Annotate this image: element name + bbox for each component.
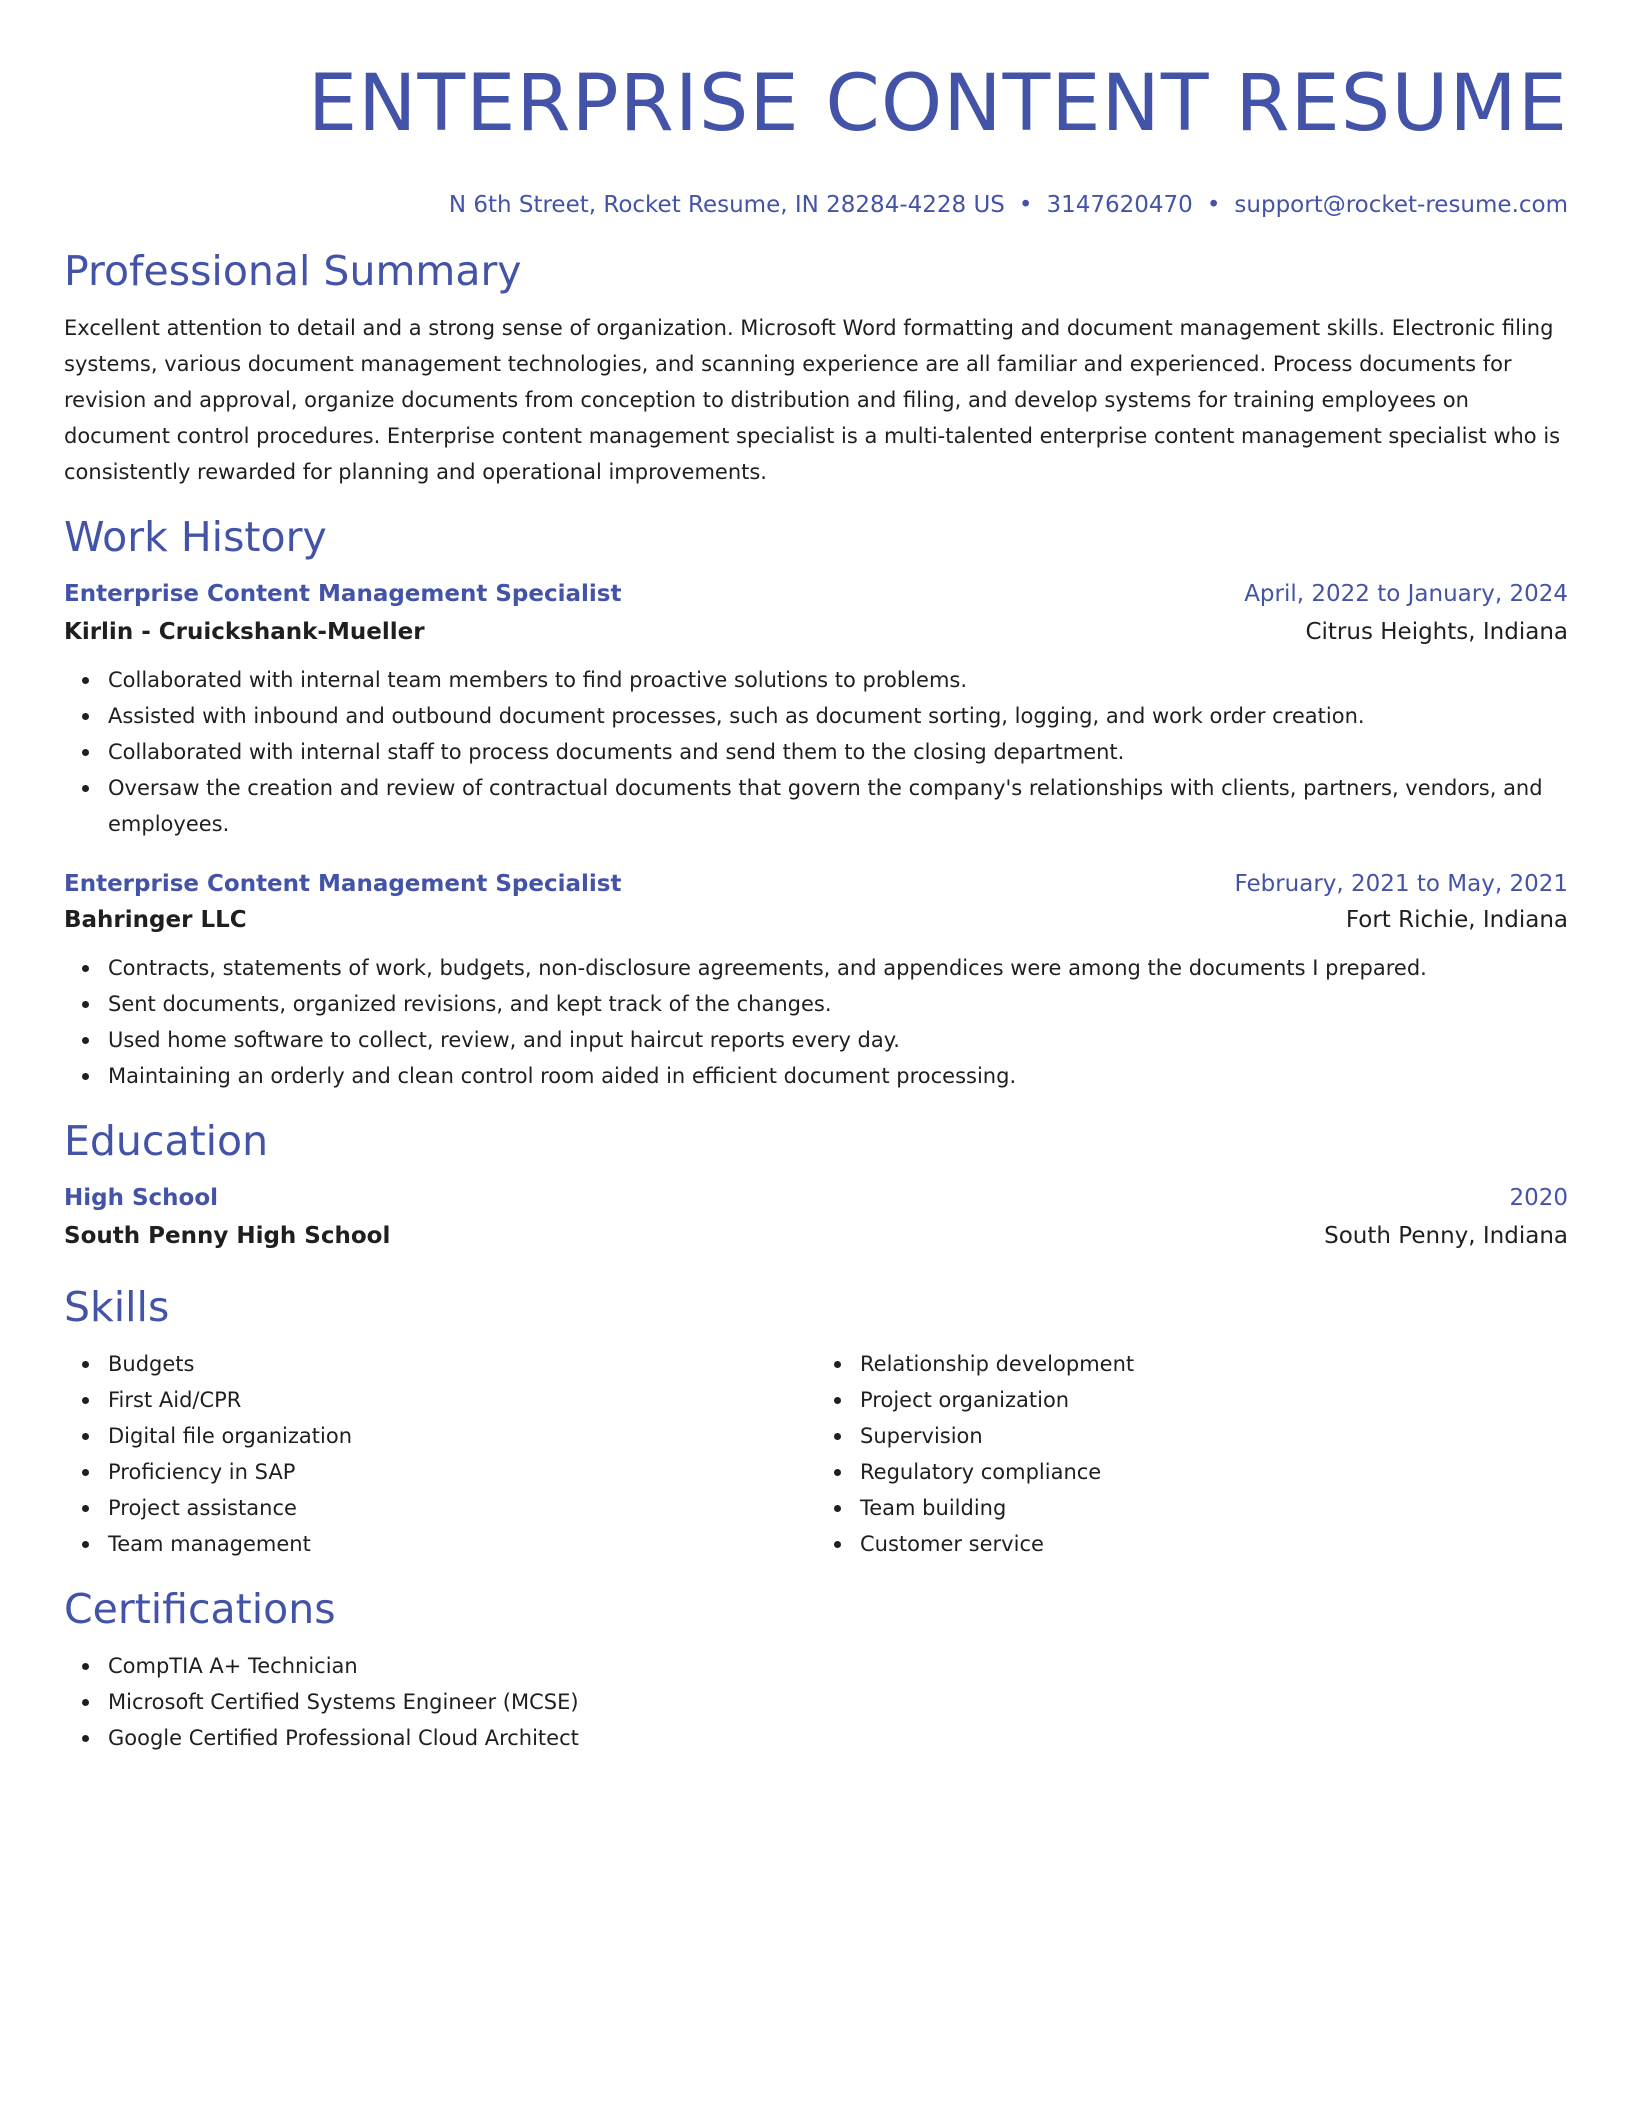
list-item: Collaborated with internal team members to find proactive solutions to problems. (108, 662, 1568, 698)
list-item: Maintaining an orderly and clean control room aided in efficient document processing. (108, 1058, 1568, 1094)
contact-phone: 3147620470 (1046, 192, 1193, 218)
summary-heading: Professional Summary (64, 247, 522, 295)
list-item: Oversaw the creation and review of contractual documents that govern the company's relationships with clients, partners, vendors, and employees. (108, 770, 1568, 842)
summary-text: Excellent attention to detail and a strong sense of organization. Microsoft Word formatting and document management skills. Electronic filing systems, various document management technologies, and scanning experience are all familiar and experienced. Process documents for revision and approval, organize documents from conception to distribution and filing, and develop systems for training employees on document control procedures. Enterprise content management specialist is a multi-talented enterprise content management specialist who is consistently rewarded for planning and operational improvements. (64, 316, 1561, 484)
contact-separator: • (1018, 192, 1033, 218)
skills-heading: Skills (64, 1283, 170, 1331)
certification-item: CompTIA A+ Technician (108, 1648, 1568, 1684)
job-entry (64, 868, 1568, 1094)
skill-item: Relationship development (860, 1346, 1568, 1382)
resume-header (64, 56, 1568, 220)
skill-item: Regulatory compliance (860, 1454, 1568, 1490)
list-item: Collaborated with internal staff to process documents and send them to the closing department. (108, 734, 1568, 770)
skill-item: Team building (860, 1490, 1568, 1526)
job-bullets (64, 662, 1568, 842)
job-location: Citrus Heights, Indiana (1305, 619, 1568, 645)
skill-item: Proficiency in SAP (108, 1454, 816, 1490)
certifications-section (64, 1584, 1568, 1756)
list-item: Used home software to collect, review, and input haircut reports every day. (108, 1022, 1568, 1058)
skill-item: Digital file organization (108, 1418, 816, 1454)
job-bullets (64, 950, 1568, 1094)
contact-address: N 6th Street, Rocket Resume, IN 28284-4228 US (448, 192, 1005, 218)
contact-line (64, 190, 1568, 220)
education-school: South Penny High School (64, 1223, 391, 1249)
education-year: 2020 (1509, 1185, 1568, 1211)
education-heading: Education (64, 1117, 269, 1165)
job-employer: Kirlin - Cruickshank-Mueller (64, 619, 425, 645)
skill-item: Team management (108, 1526, 816, 1562)
skill-item: First Aid/CPR (108, 1382, 816, 1418)
skills-list-right (816, 1346, 1568, 1562)
list-item: Assisted with inbound and outbound document processes, such as document sorting, logging, and work order creation. (108, 698, 1568, 734)
skills-section (64, 1282, 1568, 1562)
summary-section (64, 246, 1568, 490)
list-item: Sent documents, organized revisions, and kept track of the changes. (108, 986, 1568, 1022)
job-dates: February, 2021 to May, 2021 (1234, 871, 1568, 897)
skill-item: Project assistance (108, 1490, 816, 1526)
certification-item: Microsoft Certified Systems Engineer (MCSE) (108, 1684, 1568, 1720)
job-location: Fort Richie, Indiana (1345, 907, 1568, 933)
contact-separator: • (1206, 192, 1221, 218)
skill-item: Customer service (860, 1526, 1568, 1562)
job-dates: April, 2022 to January, 2024 (1244, 581, 1568, 607)
job-title: Enterprise Content Management Specialist (64, 581, 622, 607)
contact-email[interactable]: support@rocket-resume.com (1234, 192, 1568, 218)
skill-item: Budgets (108, 1346, 816, 1382)
list-item: Contracts, statements of work, budgets, non-disclosure agreements, and appendices were among the documents I prepared. (108, 950, 1568, 986)
resume-title: ENTERPRISE CONTENT RESUME (307, 59, 1568, 149)
skill-item: Project organization (860, 1382, 1568, 1418)
job-title: Enterprise Content Management Specialist (64, 871, 622, 897)
job-employer: Bahringer LLC (64, 907, 247, 933)
education-section (64, 1116, 1568, 1252)
work-history-section (64, 512, 1568, 1094)
education-location: South Penny, Indiana (1324, 1223, 1568, 1249)
skills-list-left (64, 1346, 816, 1562)
job-entry (64, 578, 1568, 842)
certification-item: Google Certified Professional Cloud Architect (108, 1720, 1568, 1756)
education-degree: High School (64, 1185, 219, 1211)
skill-item: Supervision (860, 1418, 1568, 1454)
certifications-heading: Certifications (64, 1585, 336, 1633)
certifications-list (64, 1648, 1568, 1756)
work-history-heading: Work History (64, 513, 327, 561)
